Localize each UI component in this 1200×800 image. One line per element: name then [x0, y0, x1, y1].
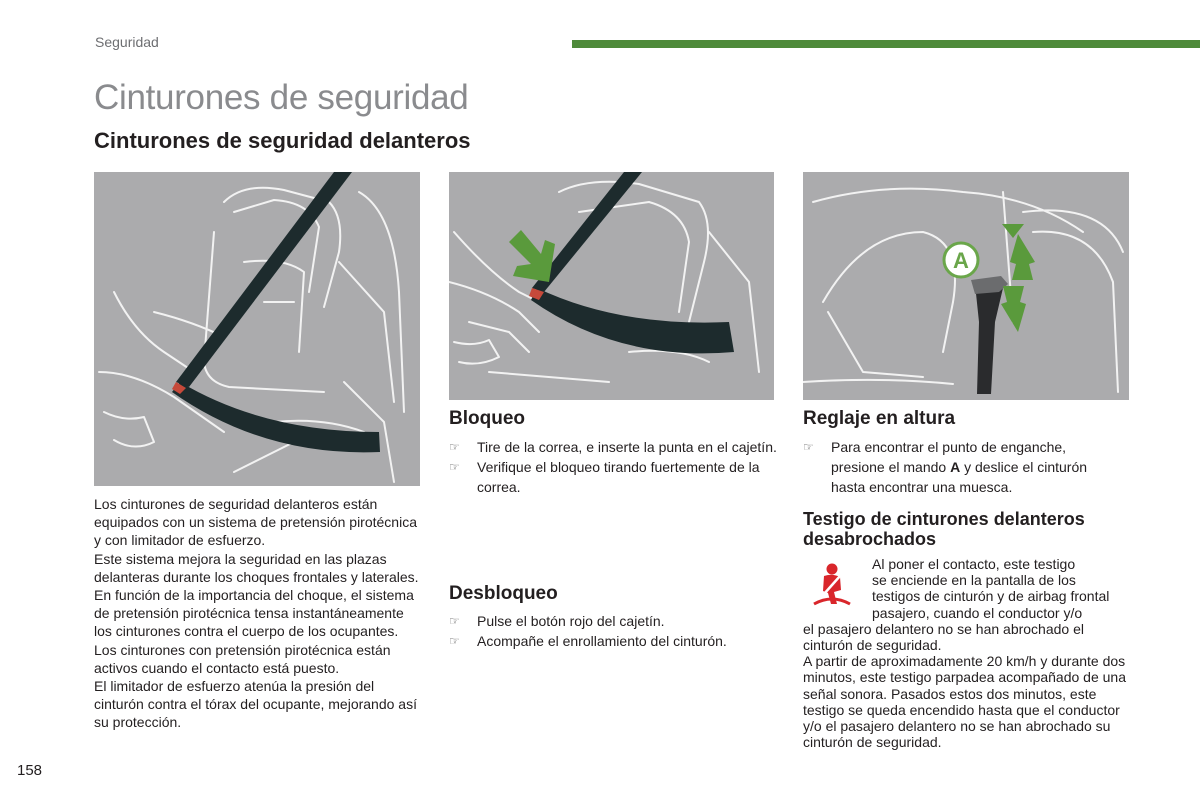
pointing-hand-icon: ☞ — [449, 440, 460, 454]
intro-paragraph: Los cinturones con pretensión pirotécnica están activos cuando el contacto está puesto. — [94, 641, 391, 676]
seatbelt-illustration — [94, 172, 420, 486]
desbloqueo-heading: Desbloqueo — [449, 583, 558, 604]
desbloqueo-list — [449, 611, 779, 651]
header-accent-bar — [572, 40, 1200, 48]
pointing-hand-icon: ☞ — [803, 440, 814, 454]
intro-paragraph: Este sistema mejora la seguridad en las plazas delanteras durante los choques frontales y laterales. En función de la importancia del choque, el sistema de pretensión pirotécnica tensa instantáneamente los cinturones contra el cuerpo de los ocupantes. — [94, 550, 419, 640]
reglaje-heading: Reglaje en altura — [803, 408, 956, 429]
section-subtitle: Cinturones de seguridad delanteros — [94, 128, 471, 153]
callout-a-label: A — [953, 248, 969, 273]
testigo-heading: Testigo de cinturones delanteros desabrochados — [803, 509, 1085, 549]
height-adjustment-illustration — [803, 172, 1129, 400]
bloqueo-heading: Bloqueo — [449, 408, 525, 429]
list-item: ☞ Verifique el bloqueo tirando fuertemente de la correa. — [449, 459, 760, 495]
pointing-hand-icon: ☞ — [449, 634, 460, 648]
pointing-hand-icon: ☞ — [449, 460, 460, 474]
list-item: ☞ Tire de la correa, e inserte la punta en el cajetín. — [449, 439, 777, 455]
list-item: ☞ Pulse el botón rojo del cajetín. — [449, 613, 665, 629]
intro-text — [94, 495, 424, 732]
pointing-hand-icon: ☞ — [449, 614, 460, 628]
section-label: Seguridad — [95, 34, 159, 50]
page-title: Cinturones de seguridad — [94, 78, 469, 117]
testigo-text: Al poner el contacto, este testigo se enciende en la pantalla de los testigos de cinturón y de airbag frontal pasajero, cuando el conductor y/o el pasajero delantero no se han abrochado el cinturón de seguridad. A partir de aproximadamente 20 km/h y durante dos minutos, este testigo parpadea acompañado de una señal sonora. Pasados estos dos minutos, este testigo se queda encendido hasta que el conductor y/o el pasajero delantero no se han abrochado su cinturón de seguridad. — [803, 556, 1127, 751]
reglaje-list — [803, 437, 1123, 497]
list-item: ☞ Para encontrar el punto de enganche, presione el mando A y deslice el cinturón hasta encontrar una muesca. — [803, 439, 1088, 495]
list-item: ☞ Acompañe el enrollamiento del cinturón. — [449, 633, 727, 649]
page-number: 158 — [17, 762, 43, 779]
buckle-insertion-illustration — [449, 172, 774, 400]
intro-paragraph: Los cinturones de seguridad delanteros están equipados con un sistema de pretensión pirotécnica y con limitador de esfuerzo. — [94, 496, 417, 549]
intro-paragraph: El limitador de esfuerzo atenúa la presión del cinturón contra el tórax del ocupante, mejorando así su protección. — [94, 678, 417, 731]
bloqueo-list — [449, 437, 779, 497]
